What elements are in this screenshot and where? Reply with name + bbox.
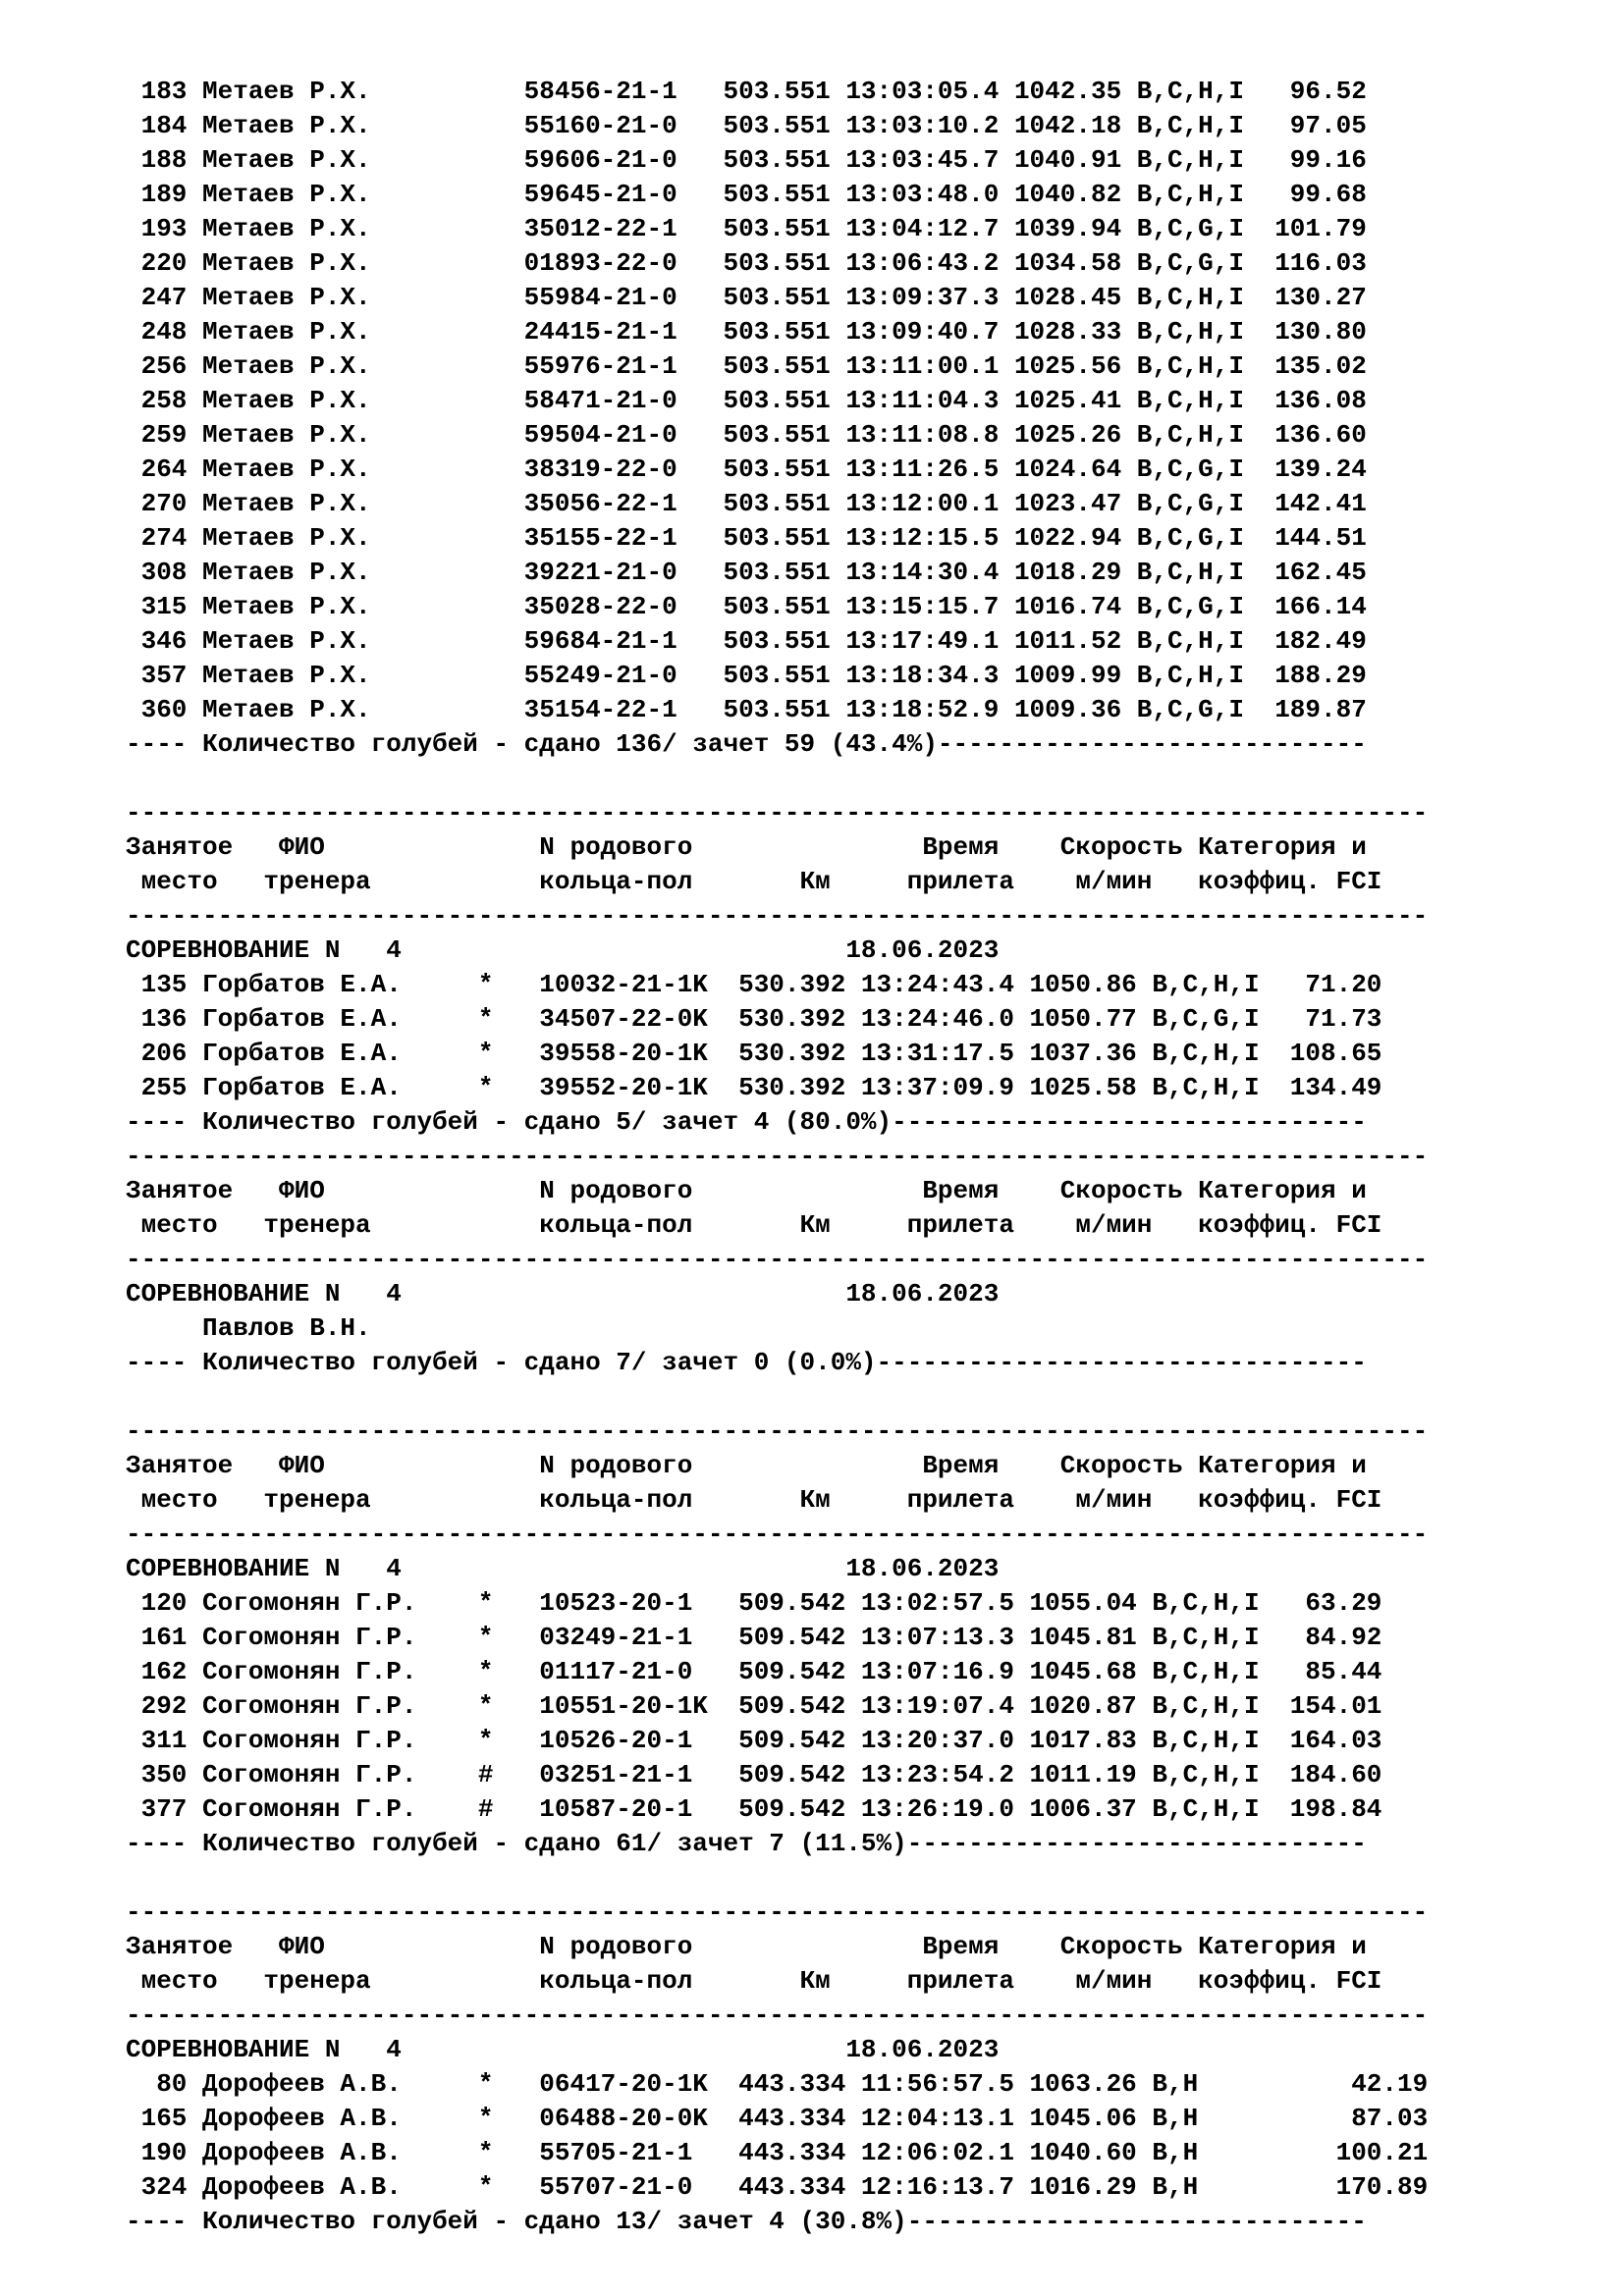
header-separator: ------------------------------------------------------------------------------------- [126,2001,1429,2030]
section-summary: ---- Количество голубей - сдано 7/ зачет 0 (0.0%)-------------------------------- [126,1348,1367,1377]
result-row: 136 Горбатов Е.А. * 34507-22-0K 530.392 13:24:46.0 1050.77 B,C,G,I 71.73 [126,1004,1382,1034]
header-separator: ------------------------------------------------------------------------------------- [126,1897,1429,1927]
result-row: 80 Дорофеев А.В. * 06417-20-1K 443.334 11:56:57.5 1063.26 B,H 42.19 [126,2069,1429,2099]
result-row: 308 Метаев Р.Х. 39221-21-0 503.551 13:14:30.4 1018.29 B,C,H,I 162.45 [126,558,1367,587]
result-row: 315 Метаев Р.Х. 35028-22-0 503.551 13:15:15.7 1016.74 B,C,G,I 166.14 [126,592,1367,621]
result-row: 324 Дорофеев А.В. * 55707-21-0 443.334 12:16:13.7 1016.29 B,H 170.89 [126,2172,1429,2202]
result-row: 220 Метаев Р.Х. 01893-22-0 503.551 13:06:43.2 1034.58 B,C,G,I 116.03 [126,248,1367,278]
column-header-line-2: место тренера кольца-пол Км прилета м/мин коэффиц. FCI [126,1966,1382,1996]
result-row: 135 Горбатов Е.А. * 10032-21-1K 530.392 13:24:43.4 1050.86 B,C,H,I 71.20 [126,970,1382,999]
result-row: 161 Согомонян Г.Р. * 03249-21-1 509.542 13:07:13.3 1045.81 B,C,H,I 84.92 [126,1623,1382,1652]
result-row: 162 Согомонян Г.Р. * 01117-21-0 509.542 13:07:16.9 1045.68 B,C,H,I 85.44 [126,1657,1382,1686]
competition-title: СОРЕВНОВАНИЕ N 4 18.06.2023 [126,935,1000,965]
section-summary: ---- Количество голубей - сдано 5/ зачет 4 (80.0%)------------------------------- [126,1107,1367,1137]
results-document [126,75,1428,2239]
result-row: 259 Метаев Р.Х. 59504-21-0 503.551 13:11:08.8 1025.26 B,C,H,I 136.60 [126,420,1367,450]
column-header-line-1: Занятое ФИО N родового Время Скорость Категория и [126,832,1367,862]
section-summary: ---- Количество голубей - сдано 13/ зачет 4 (30.8%)------------------------------ [126,2207,1367,2236]
competition-section [126,1140,1428,1380]
result-row: 350 Согомонян Г.Р. # 03251-21-1 509.542 13:23:54.2 1011.19 B,C,H,I 184.60 [126,1760,1382,1789]
header-separator: ------------------------------------------------------------------------------------- [126,1245,1429,1274]
result-row: 183 Метаев Р.Х. 58456-21-1 503.551 13:03:05.4 1042.35 B,C,H,I 96.52 [126,77,1367,106]
result-row: 190 Дорофеев А.В. * 55705-21-1 443.334 12:06:02.1 1040.60 B,H 100.21 [126,2138,1429,2167]
result-row: 256 Метаев Р.Х. 55976-21-1 503.551 13:11:00.1 1025.56 B,C,H,I 135.02 [126,351,1367,381]
result-row: 120 Согомонян Г.Р. * 10523-20-1 509.542 13:02:57.5 1055.04 B,C,H,I 63.29 [126,1588,1382,1618]
result-row: 258 Метаев Р.Х. 58471-21-0 503.551 13:11:04.3 1025.41 B,C,H,I 136.08 [126,386,1367,415]
header-separator: ------------------------------------------------------------------------------------- [126,1416,1429,1446]
continuation-block [126,75,1428,762]
blank-line [126,1380,1428,1415]
column-header-line-1: Занятое ФИО N родового Время Скорость Категория и [126,1451,1367,1480]
column-header-line-2: место тренера кольца-пол Км прилета м/мин коэффиц. FCI [126,867,1382,896]
column-header-line-1: Занятое ФИО N родового Время Скорость Категория и [126,1932,1367,1961]
result-row: 247 Метаев Р.Х. 55984-21-0 503.551 13:09:37.3 1028.45 B,C,H,I 130.27 [126,283,1367,312]
result-row: 188 Метаев Р.Х. 59606-21-0 503.551 13:03:45.7 1040.91 B,C,H,I 99.16 [126,145,1367,175]
result-row: 264 Метаев Р.Х. 38319-22-0 503.551 13:11:26.5 1024.64 B,C,G,I 139.24 [126,454,1367,484]
result-row: 357 Метаев Р.Х. 55249-21-0 503.551 13:18:34.3 1009.99 B,C,H,I 188.29 [126,661,1367,690]
header-separator: ------------------------------------------------------------------------------------- [126,901,1429,931]
column-header-line-2: место тренера кольца-пол Км прилета м/мин коэффиц. FCI [126,1485,1382,1515]
result-row: 360 Метаев Р.Х. 35154-22-1 503.551 13:18:52.9 1009.36 B,C,G,I 189.87 [126,695,1367,724]
result-row: 248 Метаев Р.Х. 24415-21-1 503.551 13:09:40.7 1028.33 B,C,H,I 130.80 [126,317,1367,347]
competition-title: СОРЕВНОВАНИЕ N 4 18.06.2023 [126,1279,1000,1308]
result-row: 165 Дорофеев А.В. * 06488-20-0K 443.334 12:04:13.1 1045.06 B,H 87.03 [126,2104,1429,2133]
blank-line [126,1861,1428,1896]
result-row: 255 Горбатов Е.А. * 39552-20-1K 530.392 13:37:09.9 1025.58 B,C,H,I 134.49 [126,1073,1382,1102]
competition-section [126,796,1428,1140]
section-summary: ---- Количество голубей - сдано 61/ зачет 7 (11.5%)------------------------------ [126,1829,1367,1858]
result-row: 346 Метаев Р.Х. 59684-21-1 503.551 13:17:49.1 1011.52 B,C,H,I 182.49 [126,626,1367,656]
result-row: Павлов В.Н. [126,1313,371,1343]
section-summary: ---- Количество голубей - сдано 136/ зачет 59 (43.4%)---------------------------- [126,729,1367,759]
header-separator: ------------------------------------------------------------------------------------- [126,1142,1429,1171]
competition-section [126,1415,1428,1861]
column-header-line-1: Занятое ФИО N родового Время Скорость Категория и [126,1176,1367,1205]
result-row: 292 Согомонян Г.Р. * 10551-20-1K 509.542 13:19:07.4 1020.87 B,C,H,I 154.01 [126,1691,1382,1721]
result-row: 184 Метаев Р.Х. 55160-21-0 503.551 13:03:10.2 1042.18 B,C,H,I 97.05 [126,111,1367,140]
header-separator: ------------------------------------------------------------------------------------- [126,798,1429,828]
result-row: 193 Метаев Р.Х. 35012-22-1 503.551 13:04:12.7 1039.94 B,C,G,I 101.79 [126,214,1367,243]
result-row: 311 Согомонян Г.Р. * 10526-20-1 509.542 13:20:37.0 1017.83 B,C,H,I 164.03 [126,1726,1382,1755]
column-header-line-2: место тренера кольца-пол Км прилета м/мин коэффиц. FCI [126,1210,1382,1240]
header-separator: ------------------------------------------------------------------------------------- [126,1520,1429,1549]
competition-section [126,1896,1428,2239]
competition-title: СОРЕВНОВАНИЕ N 4 18.06.2023 [126,1554,1000,1583]
result-row: 189 Метаев Р.Х. 59645-21-0 503.551 13:03:48.0 1040.82 B,C,H,I 99.68 [126,180,1367,209]
result-row: 274 Метаев Р.Х. 35155-22-1 503.551 13:12:15.5 1022.94 B,C,G,I 144.51 [126,523,1367,553]
result-row: 270 Метаев Р.Х. 35056-22-1 503.551 13:12:00.1 1023.47 B,C,G,I 142.41 [126,489,1367,518]
competition-title: СОРЕВНОВАНИЕ N 4 18.06.2023 [126,2035,1000,2064]
blank-line [126,762,1428,796]
result-row: 206 Горбатов Е.А. * 39558-20-1K 530.392 13:31:17.5 1037.36 B,C,H,I 108.65 [126,1039,1382,1068]
result-row: 377 Согомонян Г.Р. # 10587-20-1 509.542 13:26:19.0 1006.37 B,C,H,I 198.84 [126,1794,1382,1824]
